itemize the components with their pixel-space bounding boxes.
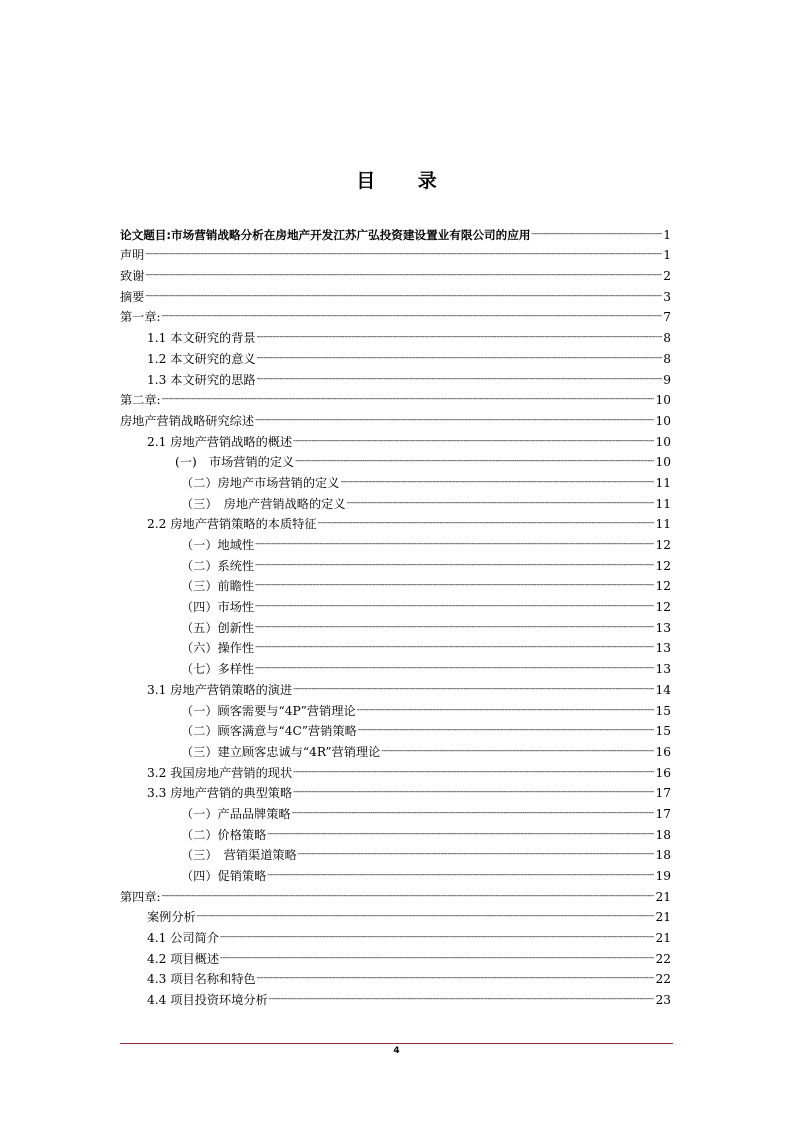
toc-entry-title: （一）地域性 — [181, 538, 255, 552]
footer-rule — [120, 1043, 673, 1044]
toc-entry-title: 3.1 房地产营销策略的演进 — [147, 682, 293, 697]
toc-entry[interactable] — [120, 532, 671, 553]
toc-entry[interactable] — [120, 346, 671, 367]
toc-entry[interactable] — [120, 967, 671, 988]
toc-entry-title: 房地产营销战略研究综述 — [120, 413, 255, 428]
toc-entry-title: 1.2 本文研究的意义 — [147, 351, 256, 366]
toc-entry[interactable] — [120, 884, 671, 905]
toc-entry[interactable] — [120, 305, 671, 326]
toc-dot-leader — [293, 786, 654, 798]
toc-dot-leader — [220, 931, 654, 943]
toc-entry-page: 10 — [655, 455, 671, 470]
toc-entry[interactable] — [120, 367, 671, 388]
toc-dot-leader — [257, 352, 663, 364]
toc-entry-title: 摘要 — [120, 289, 145, 304]
toc-entry-title: 4.3 项目名称和特色 — [147, 972, 256, 987]
toc-entry[interactable] — [120, 905, 671, 926]
toc-entry[interactable] — [120, 925, 671, 946]
toc-entry-page: 8 — [663, 351, 671, 366]
toc-dot-leader — [255, 414, 654, 426]
toc-entry-title: 论文题目:市场营销战略分析在房地产开发江苏广弘投资建设置业有限公司的应用 — [120, 227, 531, 242]
toc-entry-title: 4.1 公司简介 — [147, 931, 220, 946]
toc-entry-title: 第二章: — [120, 393, 161, 408]
toc-entry-page: 18 — [655, 848, 671, 863]
toc-entry-page: 11 — [655, 517, 671, 532]
toc-dot-leader — [293, 683, 654, 695]
toc-dot-leader — [145, 269, 662, 281]
toc-entry-page: 15 — [655, 703, 671, 718]
toc-entry[interactable] — [120, 946, 671, 967]
toc-entry-page: 13 — [655, 662, 671, 677]
toc-entry-page: 18 — [655, 827, 671, 842]
toc-entry-page: 12 — [655, 579, 671, 594]
toc-entry-title: （三） 房地产营销战略的定义 — [181, 496, 346, 511]
toc-entry-page: 12 — [655, 538, 671, 552]
toc-entry[interactable] — [120, 222, 671, 243]
toc-entry[interactable] — [120, 553, 671, 574]
toc-entry[interactable] — [120, 636, 671, 657]
toc-entry-page: 22 — [655, 972, 671, 987]
toc-entry[interactable] — [120, 512, 671, 533]
toc-entry[interactable] — [120, 491, 671, 512]
toc-dot-leader — [267, 869, 654, 881]
toc-entry-page: 12 — [655, 558, 671, 573]
toc-entry[interactable] — [120, 574, 671, 595]
toc-entry-page: 16 — [655, 765, 671, 780]
toc-entry[interactable] — [120, 801, 671, 822]
toc-entry[interactable] — [120, 470, 671, 491]
toc-entry-title: 1.1 本文研究的背景 — [147, 331, 256, 346]
toc-entry-title: 4.4 项目投资环境分析 — [147, 993, 268, 1008]
toc-entry-page: 22 — [655, 951, 671, 966]
toc-dot-leader — [298, 848, 655, 860]
toc-entry-title: （一）产品品牌策略 — [181, 806, 291, 821]
toc-dot-leader — [381, 745, 654, 757]
footer-page-number: 4 — [393, 1046, 400, 1056]
toc-dot-leader — [318, 517, 655, 529]
toc-entry-title: （七）多样性 — [181, 662, 255, 677]
toc-entry[interactable] — [120, 263, 671, 284]
toc-dot-leader — [295, 455, 654, 467]
toc-entry[interactable] — [120, 987, 671, 1008]
toc-entry[interactable] — [120, 719, 671, 740]
toc-entry-page: 21 — [655, 889, 671, 904]
toc-entry-page: 15 — [655, 724, 671, 739]
toc-dot-leader — [255, 579, 654, 591]
table-of-contents — [120, 222, 671, 1008]
toc-entry-page: 3 — [663, 289, 671, 304]
toc-entry-page: 11 — [655, 475, 671, 490]
toc-entry-page: 9 — [663, 372, 671, 387]
toc-entry-page: 17 — [655, 786, 671, 801]
toc-entry-page: 13 — [655, 641, 671, 656]
toc-dot-leader — [255, 538, 654, 550]
toc-entry[interactable] — [120, 781, 671, 802]
toc-entry[interactable] — [120, 822, 671, 843]
toc-entry[interactable] — [120, 760, 671, 781]
toc-entry-title: （四）市场性 — [181, 600, 255, 615]
toc-entry-title: （三）前瞻性 — [181, 579, 255, 594]
toc-entry-page: 14 — [655, 682, 671, 697]
toc-entry[interactable] — [120, 739, 671, 760]
toc-entry-page: 10 — [655, 393, 671, 408]
toc-entry-page: 11 — [655, 496, 671, 511]
toc-entry[interactable] — [120, 698, 671, 719]
toc-dot-leader — [255, 600, 654, 612]
toc-dot-leader — [162, 890, 655, 902]
toc-entry-page: 21 — [655, 910, 671, 925]
toc-dot-leader — [257, 972, 655, 984]
toc-entry-page: 8 — [663, 331, 671, 346]
toc-dot-leader — [255, 662, 654, 674]
toc-entry-title: 4.2 项目概述 — [147, 951, 220, 966]
toc-entry-title: 致谢 — [120, 269, 145, 284]
toc-dot-leader — [293, 435, 654, 447]
toc-entry-page: 13 — [655, 620, 671, 635]
toc-dot-leader — [255, 641, 654, 653]
toc-entry-title: （二）顾客满意与“4C”营销策略 — [181, 724, 357, 739]
toc-entry-page: 1 — [663, 248, 671, 263]
toc-entry-title: 1.3 本文研究的思路 — [147, 372, 256, 387]
toc-dot-leader — [197, 910, 655, 922]
toc-entry[interactable] — [120, 408, 671, 429]
toc-entry[interactable] — [120, 388, 671, 409]
toc-entry[interactable] — [120, 450, 671, 471]
toc-title: 目 录 — [356, 170, 455, 192]
toc-entry[interactable] — [120, 656, 671, 677]
toc-entry-title: 声明 — [120, 248, 145, 263]
toc-entry-title: （二）房地产市场营销的定义 — [181, 475, 340, 490]
toc-dot-leader — [358, 724, 655, 736]
toc-entry-title: （五）创新性 — [181, 620, 255, 635]
toc-entry-page: 12 — [655, 600, 671, 615]
toc-entry-title: 第四章: — [120, 889, 161, 904]
toc-dot-leader — [340, 476, 654, 488]
toc-entry-title: （二）价格策略 — [181, 827, 267, 842]
toc-dot-leader — [257, 331, 663, 343]
toc-entry-page: 10 — [655, 434, 671, 449]
toc-entry[interactable] — [120, 863, 671, 884]
toc-dot-leader — [293, 766, 654, 778]
toc-entry-title: 案例分析 — [147, 910, 196, 925]
toc-entry-page: 16 — [655, 744, 671, 759]
toc-entry-title: 2.2 房地产营销策略的本质特征 — [147, 517, 317, 532]
toc-dot-leader — [292, 807, 655, 819]
toc-entry[interactable] — [120, 325, 671, 346]
toc-dot-leader — [162, 310, 663, 322]
toc-dot-leader — [145, 290, 662, 302]
toc-entry-page: 1 — [663, 227, 671, 242]
toc-entry[interactable] — [120, 284, 671, 305]
toc-entry-title: （三）建立顾客忠诚与“4R”营销理论 — [181, 744, 381, 759]
toc-entry-title: （三） 营销渠道策略 — [181, 848, 297, 863]
toc-dot-leader — [531, 228, 662, 240]
toc-entry-page: 7 — [663, 310, 671, 325]
toc-dot-leader — [255, 621, 654, 633]
toc-entry-title: （四）促销策略 — [181, 869, 267, 883]
toc-entry[interactable] — [120, 615, 671, 636]
toc-entry[interactable] — [120, 677, 671, 698]
toc-entry[interactable] — [120, 429, 671, 450]
toc-entry-title: (一) 市场营销的定义 — [175, 455, 295, 470]
toc-entry[interactable] — [120, 243, 671, 264]
toc-entry-title: （六）操作性 — [181, 641, 255, 656]
toc-dot-leader — [267, 828, 654, 840]
toc-entry-title: （一）顾客需要与“4P”营销理论 — [181, 703, 356, 718]
toc-entry-page: 2 — [663, 269, 671, 284]
toc-entry-title: 2.1 房地产营销战略的概述 — [147, 434, 293, 449]
toc-entry-title: 3.3 房地产营销的典型策略 — [147, 786, 293, 801]
toc-dot-leader — [162, 393, 655, 405]
toc-dot-leader — [255, 559, 654, 571]
toc-entry-page: 10 — [655, 413, 671, 428]
toc-entry-title: （二）系统性 — [181, 558, 255, 573]
toc-dot-leader — [347, 497, 655, 509]
toc-dot-leader — [269, 993, 655, 1005]
toc-entry-page: 17 — [655, 806, 671, 821]
toc-dot-leader — [357, 704, 655, 716]
toc-entry-page: 21 — [655, 931, 671, 946]
toc-dot-leader — [257, 373, 663, 385]
toc-entry-page: 23 — [655, 993, 671, 1008]
toc-dot-leader — [220, 952, 654, 964]
toc-dot-leader — [145, 248, 662, 260]
toc-entry[interactable] — [120, 843, 671, 864]
toc-entry-title: 第一章: — [120, 310, 161, 325]
toc-entry[interactable] — [120, 594, 671, 615]
toc-entry-page: 19 — [655, 869, 671, 883]
toc-entry-title: 3.2 我国房地产营销的现状 — [147, 765, 293, 780]
